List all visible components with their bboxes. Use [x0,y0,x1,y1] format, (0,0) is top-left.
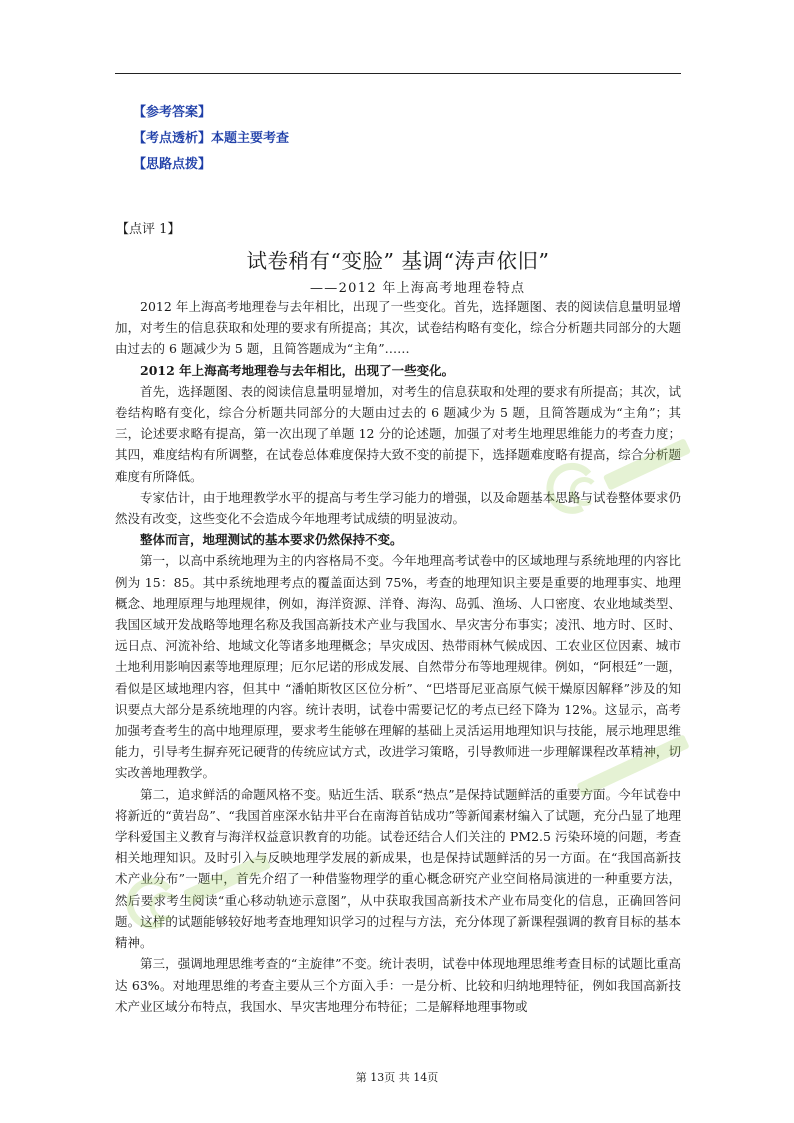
paragraph: 专家估计，由于地理教学水平的提高与考生学习能力的增强，以及命题基本思路与试卷整体要求仍然没有改变，这些变化不会造成今年地理考试成绩的明显波动。 [115,489,681,527]
page-footer: 第 13页 共 14页 [355,1071,439,1084]
paragraph-heading: 整体而言，地理测试的基本要求仍然保持不变。 [140,532,403,548]
paragraph: 第一，以高中系统地理为主的内容格局不变。今年地理高考试卷中的区域地理与系统地理的内容比例为 15：85。其中系统地理考点的覆盖面达到 75%，考查的地理知识主要是重要的地理事实、地理概念、地理原理与地理规律，例如，海洋资源、洋脊、海沟、岛弧、渔场、人口密度、农业地域类型、我国区域开发战略等地理名称及我国高新技术产业与我国水、旱灾害分布事实；凌汛、地方时、区时、远日点、河流补给、地域文化等诸多地理概念；旱灾成因、热带雨林气候成因、工农业区位因素、城市土地利用影响因素等地理原理；厄尔尼诺的形成发展、自然带分布等地理规律。例如，“阿根廷”一题，看似是区域地理内容，但其中 “潘帕斯牧区区位分析”、“巴塔哥尼亚高原气候干燥原因解释”涉及的知识要点大部分是系统地理的内容。统计表明，试卷中需要记忆的考点已经下降为 12%。这显示，高考加强考查考生的高中地理原理，要求考生能够在理解的基础上灵活运用地理知识与技能，展示地理思维能力，引导考生摒弃死记硬背的传统应试方式，改进学习策略，引导教师进一步理解课程改革精神，切实改善地理教学。 [115,553,681,781]
paragraph: 第三，强调地理思维考查的“主旋律”不变。统计表明，试卷中体现地理思维考查目标的试题比重高达 63%。对地理思维的考查主要从三个方面入手：一是分析、比较和归纳地理特征，例如我国高新技术产业区域分布特点，我国水、旱灾害地理分布特征；二是解释地理事物或 [115,956,681,1014]
paragraph: 首先，选择题图、表的阅读信息量明显增加，对考生的信息获取和处理的要求有所提高；其次，试卷结构略有变化，综合分析题共同部分的大题由过去的 6 题减少为 5 题，且简答题成为“主角”；其三，论述要求略有提高，第一次出现了单题 12 分的论述题，加强了对考生地理思维能力的考查力度；其四，难度结构有所调整，在试卷总体难度保持大致不变的前提下，选择题难度略有提高，综合分析题难度有所降低。 [115,383,681,484]
article-body [115,296,681,1017]
paragraph: 第二，追求鲜活的命题风格不变。贴近生活、联系“热点”是保持试题鲜活的重要方面。今年试卷中将新近的“黄岩岛”、“我国首座深水钻井平台在南海首钻成功”等新闻素材编入了试题，充分凸显了地理学科爱国主义教育与海洋权益意识教育的功能。试卷还结合人们关注的 PM2.5 污染环境的问题，考查相关地理知识。及时引入与反映地理学发展的新成果，也是保持试题鲜活的另一方面。在“我国高新技术产业分布”一题中，首先介绍了一种借鉴物理学的重心概念研究产业空间格局演进的一种重要方法，然后要求考生阅读“重心移动轨迹示意图”，从中获取我国高新技术产业布局变化的信息，正确回答问题。这样的试题能够较好地考查地理知识学习的过程与方法，充分体现了新课程强调的教育目标的基本精神。 [115,786,681,951]
answer-label: 【参考答案】 [133,105,212,120]
header-rule [115,73,681,74]
remark-label: 【点评 1】 [116,222,181,237]
article-subtitle: ——2012 年上海高考地理卷特点 [310,281,526,296]
article-title: 试卷稍有“变脸” 基调“涛声依旧” [246,249,550,273]
paragraph-heading: 2012 年上海高考地理卷与去年相比，出现了一些变化。 [140,362,455,378]
paragraph: 2012 年上海高考地理卷与去年相比，出现了一些变化。首先，选择题图、表的阅读信息量明显增加，对考生的信息获取和处理的要求有所提高；其次，试卷结构略有变化，综合分析题共同部分的大题由过去的 6 题减少为 5 题，且简答题成为“主角”…… [115,299,681,357]
analysis-label: 【考点透析】本题主要考查 [133,131,290,146]
hint-label: 【思路点拨】 [133,157,212,172]
